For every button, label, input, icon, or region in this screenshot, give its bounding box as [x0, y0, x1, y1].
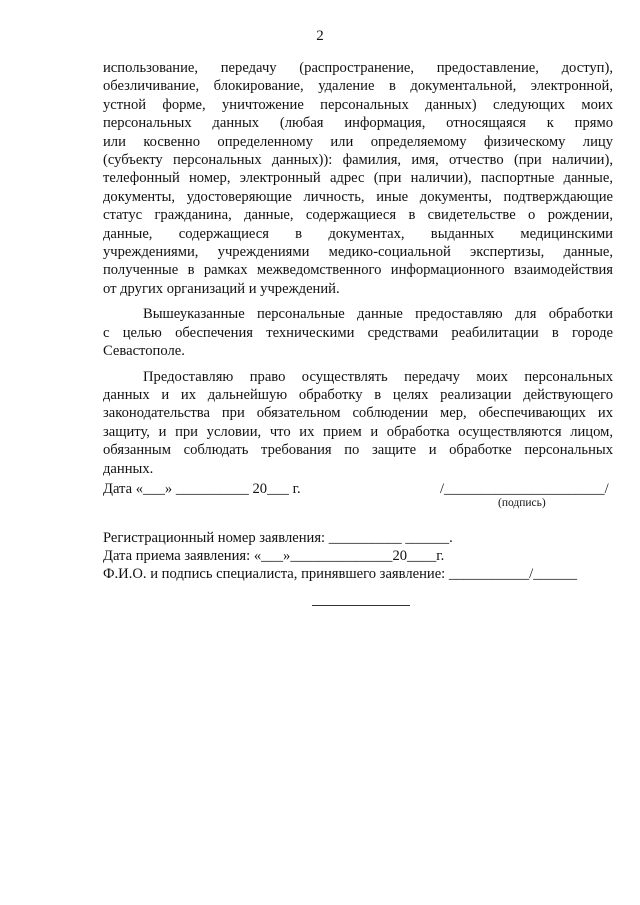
registration-number-field: Регистрационный номер заявления: __________ ______. [103, 530, 453, 546]
specialist-signature-field: Ф.И.О. и подпись специалиста, принявшего заявление: ___________/______ [103, 566, 577, 582]
text-line: Предоставляю право осуществлять передачу моих персональных [143, 368, 613, 385]
text-line: данных. [103, 460, 154, 477]
text-line: данных и их дальнейшую обработку в целях реализации действующего [103, 386, 613, 403]
paragraph-purpose [103, 305, 613, 360]
page-number: 2 [316, 28, 324, 44]
text-line: учреждениями, учреждениями медико-социальной экспертизы, данные, [103, 244, 613, 261]
paragraph-transfer-right [103, 368, 613, 478]
text-line: обязанным соблюдать требования по защите и обработке персональных [103, 442, 613, 459]
text-line: использование, передачу (распространение, предоставление, доступ), [103, 60, 613, 76]
text-line: документы, удостоверяющие личность, иные документы, подтверждающие [103, 188, 613, 205]
date-field: Дата «___» __________ 20___ г. [103, 481, 301, 497]
text-line: законодательства при обязательном соблюдении мер, обеспечивающих их [103, 405, 613, 422]
text-line: обезличивание, блокирование, удаление в документальной, электронной, [103, 78, 613, 95]
text-line: с целью обеспечения техническими средствами реабилитации в городе [103, 324, 613, 341]
document-body [103, 59, 613, 478]
received-date-field: Дата приема заявления: «___»______________20____г. [103, 548, 445, 564]
text-line: полученные в рамках межведомственного информационного взаимодействия [103, 262, 613, 279]
text-line: Севастополе. [103, 343, 185, 360]
text-line: защиту, и при условии, что их прием и обработка осуществляются лицом, [103, 423, 613, 440]
signature-field: /______________________/ [440, 481, 609, 497]
text-line: устной форме, уничтожение персональных данных) следующих моих [103, 96, 613, 113]
text-line: Вышеуказанные персональные данные предоставляю для обработки [143, 306, 613, 323]
text-line: телефонный номер, электронный адрес (при наличии), паспортные данные, [103, 170, 613, 187]
text-line: статус гражданина, данные, содержащиеся в свидетельстве о рождении, [103, 207, 613, 224]
text-line: или косвенно определенному или определяемому физическому лицу [103, 133, 613, 150]
paragraph-consent-list [103, 59, 613, 298]
text-line: от других организаций и учреждений. [103, 280, 340, 297]
text-line: данные, содержащиеся в документах, выданных медицинскими [103, 225, 613, 242]
text-line: (субъекту персональных данных)): фамилия, имя, отчество (при наличии), [103, 152, 613, 169]
text-line: персональных данных (любая информация, относящаяся к прямо [103, 115, 613, 132]
end-divider [312, 605, 410, 606]
signature-caption: (подпись) [498, 497, 546, 509]
